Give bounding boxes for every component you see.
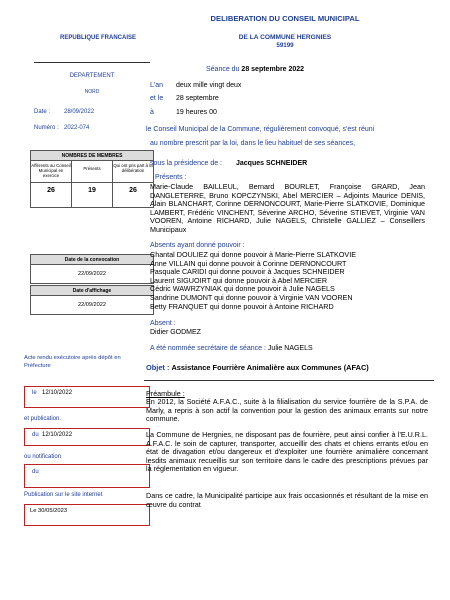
convoque-text: le Conseil Municipal de la Commune, régulièrement convoqué, s'est réuni bbox=[146, 126, 375, 133]
acte-executoire-text: Acte rendu exécutoire après dépôt en Préfecture bbox=[24, 355, 121, 369]
absents-list bbox=[150, 251, 430, 311]
du2-label: du bbox=[32, 469, 39, 475]
numero-label: Numéro : bbox=[34, 125, 59, 131]
objet-line bbox=[146, 363, 369, 372]
secretaire-line bbox=[150, 345, 313, 352]
secretaire-label: A été nommée secrétaire de séance : bbox=[150, 345, 266, 352]
convocation-box bbox=[30, 254, 154, 284]
presents-text: Marie-Claude BAILLEUL, Bernard BOURLET, Françoise GRARD, Jean DANGLETERRE, Bruno KOPCZYNSKI, Abel MERCIER – Adjoints Maurice DENIS, Alain BLANCHART, Corinne DERNONCOURT, Marie-Pierre SLATKOVIE, Dominique LAMBERT, Frédéric VINCHENT, Séverine ARCHO, Séverine STIEVET, Virginie VAN VOOREN, Antoine RICHARD, Julie NAGELS, Christelle GALLIEZ – Conseillers Municipaux bbox=[150, 182, 425, 234]
document-title: DELIBERATION DU CONSEIL MUNICIPAL bbox=[210, 14, 360, 23]
members-col-deliberation: Qui ont pris part à la délibération bbox=[113, 161, 153, 183]
absent-item: Betty FRANQUET qui donne pouvoir à Antoine RICHARD bbox=[150, 301, 334, 311]
seance-label: Séance du bbox=[206, 66, 242, 73]
objet-rule bbox=[144, 380, 434, 381]
date-label: Date : bbox=[34, 109, 51, 115]
nombre-text: au nombre prescrit par la loi, dans le lieu habituel de ses séances, bbox=[150, 140, 356, 147]
affichage-box bbox=[30, 285, 154, 315]
seance-date: 28 septembre 2022 bbox=[241, 66, 305, 73]
objet-label: Objet : bbox=[146, 363, 170, 372]
affichage-header: Date d'affichage bbox=[31, 286, 153, 296]
presidence-name: Jacques SCHNEIDER bbox=[236, 160, 308, 167]
affichage-value: 22/09/2022 bbox=[78, 302, 106, 308]
secretaire-name: Julie NAGELS bbox=[267, 345, 313, 352]
members-header: NOMBRES DE MEMBRES bbox=[31, 151, 153, 161]
du-label: du bbox=[32, 432, 39, 438]
absents-label: Absents ayant donné pouvoir : bbox=[150, 242, 245, 249]
numero-value: 2022-074 bbox=[64, 125, 90, 131]
absent-item: Sandrine DUMONT qui donne pouvoir à Virginie VAN VOOREN bbox=[150, 292, 353, 302]
commune-name: DE LA COMMUNE HERGNIES bbox=[238, 34, 332, 41]
etle-value: 28 septembre bbox=[176, 95, 219, 102]
preambule-label: Préambule : bbox=[146, 389, 185, 398]
paragraph-1: En 2012, la Société A.F.A.C., suite à la filialisation du service fourrière de la S.P.A. de Marly, a repris à son actif la convention pour la gestion des animaux errants sur notre commune. bbox=[146, 397, 428, 424]
etle-label: et le bbox=[150, 95, 164, 102]
presents-label: Présents : bbox=[155, 174, 187, 181]
paragraph-3: Dans ce cadre, la Municipalité participe aux frais occasionnés et résultant de la mise en œuvre du contrat bbox=[146, 491, 428, 509]
absent-item: Pasquale CARIDI qui donne pouvoir à Jacques SCHNEIDER bbox=[150, 267, 345, 277]
le-label: le bbox=[32, 390, 37, 396]
convocation-header: Date de la convocation bbox=[31, 255, 153, 265]
members-val-presents: 19 bbox=[88, 187, 96, 194]
members-box bbox=[30, 150, 154, 208]
le-value: 12/10/2022 bbox=[42, 390, 73, 396]
absent-item: Laurent SIGUOIRT qui donne pouvoir à Abel MERCIER bbox=[150, 275, 328, 285]
paragraph-2: La Commune de Hergnies, ne disposant pas de fourrière, peut ainsi confier à l'E.U.R.L. A.F.A.C. le soin de capturer, transporter, accueillir des chats et chiens errants et/ou en état de divagation et/ou dangereux et d'exploiter une fourrière animalière concernant lesdits animaux recueillis sur son territoire dans le cadre des prescriptions prévues par la réglementation en vigueur. bbox=[146, 430, 428, 474]
members-col-exercice: Afférents au Conseil Municipal en exercice bbox=[31, 161, 71, 183]
objet-value: Assistance Fourrière Animalière aux Communes (AFAC) bbox=[171, 363, 369, 372]
a-label: à bbox=[150, 109, 154, 116]
seance-line bbox=[206, 66, 304, 73]
lan-value: deux mille vingt deux bbox=[176, 82, 242, 89]
a-value: 19 heures 00 bbox=[176, 109, 217, 116]
lan-label: L'an bbox=[150, 82, 164, 89]
members-grid bbox=[31, 161, 153, 208]
internet-le-value: Le 30/05/2023 bbox=[30, 508, 68, 514]
republic-label: REPUBLIQUE FRANCAISE bbox=[59, 35, 136, 41]
presidence-label: sous la présidence de : bbox=[150, 160, 222, 167]
notification-box bbox=[24, 464, 150, 488]
convocation-value: 22/09/2022 bbox=[78, 271, 106, 277]
department-value: NORD bbox=[84, 89, 100, 95]
absent-item: Anne VILLAIN qui donne pouvoir à Corinne DERNONCOURT bbox=[150, 258, 347, 268]
notification-label: ou notification bbox=[24, 454, 62, 460]
publication-label: et publication. bbox=[24, 416, 62, 422]
header-rule bbox=[34, 62, 150, 63]
absent-label: Absent : bbox=[150, 320, 176, 327]
internet-label: Publication sur le site internet bbox=[24, 492, 103, 498]
absent-name: Didier GODMEZ bbox=[150, 329, 201, 336]
members-val-exercice: 26 bbox=[47, 187, 55, 194]
absent-item: Cédric WAWRZYNIAK qui donne pouvoir à Julie NAGELS bbox=[150, 284, 335, 294]
commune-code: 59199 bbox=[276, 42, 294, 49]
absent-item: Chantal DOULIEZ qui donne pouvoir à Marie-Pierre SLATKOVIE bbox=[150, 250, 357, 259]
date-value: 28/09/2022 bbox=[64, 109, 95, 115]
du-value: 12/10/2022 bbox=[42, 432, 73, 438]
department-label: DEPARTEMENT bbox=[69, 73, 115, 79]
members-val-deliberation: 26 bbox=[129, 187, 137, 194]
members-col-presents: Présents bbox=[72, 161, 112, 183]
